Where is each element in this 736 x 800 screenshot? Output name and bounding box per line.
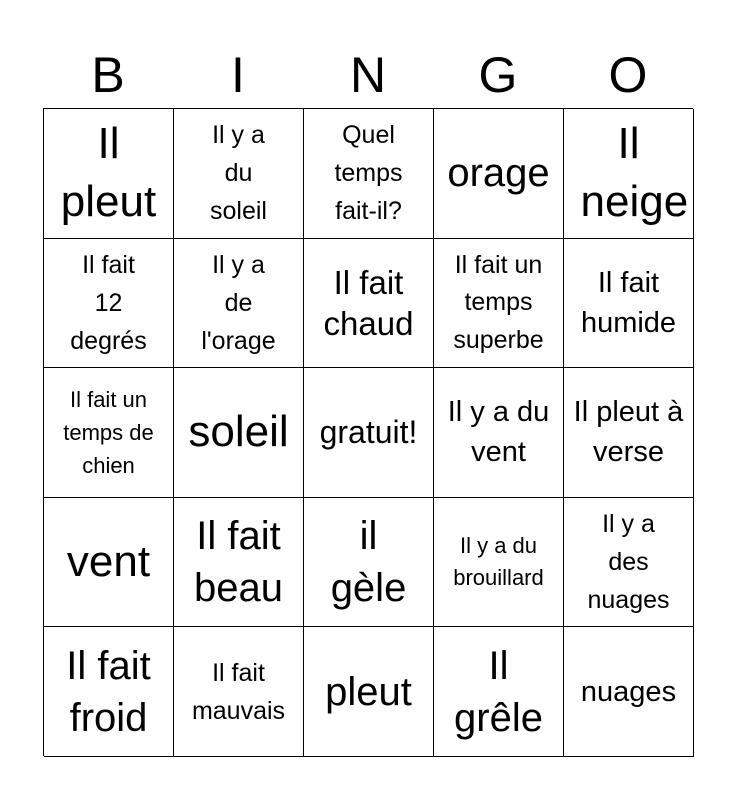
bingo-cell-text: Il fait un temps superbe [453,250,544,354]
bingo-cell-text: Il y a du brouillard [453,533,544,591]
bingo-cell-text: Il fait chaud [323,263,414,342]
bingo-cell-r2-c1[interactable] [44,239,174,369]
bingo-cell-r2-c3[interactable] [304,239,434,369]
bingo-cell-r4-c1[interactable] [44,498,174,628]
bingo-cell-r5-c4[interactable] [434,627,564,757]
bingo-cell-text: Il neige [580,119,689,227]
bingo-cell-text: Il pleut à verse [573,396,684,469]
bingo-cell-r4-c3[interactable] [304,498,434,628]
bingo-cell-text: il gèle [330,514,407,611]
bingo-cell-r3-c3[interactable] [304,368,434,498]
header-letter-i: I [231,47,245,103]
bingo-cell-r1-c2[interactable] [174,109,304,239]
bingo-cell-r1-c5[interactable] [564,109,694,239]
bingo-cell-text: soleil [188,407,289,457]
header-letter-n: N [349,47,387,103]
bingo-cell-text: Il y a du vent [447,396,550,469]
bingo-cell-r4-c5[interactable] [564,498,694,628]
bingo-cell-r3-c1[interactable] [44,368,174,498]
bingo-cell-r5-c2[interactable] [174,627,304,757]
bingo-cell-text: Il fait humide [580,266,677,339]
bingo-cell-r1-c3[interactable] [304,109,434,239]
bingo-cell-r2-c5[interactable] [564,239,694,369]
bingo-cell-text: Quel temps fait-il? [334,121,403,226]
bingo-cell-text: Il pleut [60,119,157,227]
bingo-cell-text: orage [447,151,550,196]
bingo-cell-text: Il fait beau [194,514,283,611]
bingo-cell-text: Il grêle [454,643,543,740]
bingo-header [43,42,693,108]
bingo-cell-r2-c2[interactable] [174,239,304,369]
bingo-cell-r5-c3[interactable] [304,627,434,757]
bingo-cell-r4-c4[interactable] [434,498,564,628]
bingo-cell-text: Il y a des nuages [587,510,670,615]
header-letter-g: G [478,47,518,103]
bingo-cell-text: gratuit! [319,414,418,451]
bingo-cell-text: Il fait 12 degrés [70,250,147,355]
bingo-cell-r5-c1[interactable] [44,627,174,757]
bingo-cell-text: pleut [325,669,412,714]
bingo-card-grid [43,108,693,756]
bingo-cell-r4-c2[interactable] [174,498,304,628]
bingo-cell-text: nuages [580,675,677,708]
bingo-cell-text: vent [66,537,151,587]
header-letter-o: O [608,47,648,103]
bingo-cell-text: Il fait un temps de chien [63,386,154,478]
bingo-cell-text: Il fait froid [66,643,151,740]
bingo-cell-text: Il fait mauvais [191,658,286,725]
bingo-cell-text: Il y a du soleil [210,121,267,226]
bingo-cell-r2-c4[interactable] [434,239,564,369]
bingo-cell-r3-c5[interactable] [564,368,694,498]
bingo-cell-r1-c1[interactable] [44,109,174,239]
bingo-cell-r1-c4[interactable] [434,109,564,239]
bingo-cell-r5-c5[interactable] [564,627,694,757]
bingo-cell-text: Il y a de l'orage [201,250,276,355]
bingo-cell-r3-c2[interactable] [174,368,304,498]
bingo-cell-r3-c4[interactable] [434,368,564,498]
header-letter-b: B [91,47,125,103]
